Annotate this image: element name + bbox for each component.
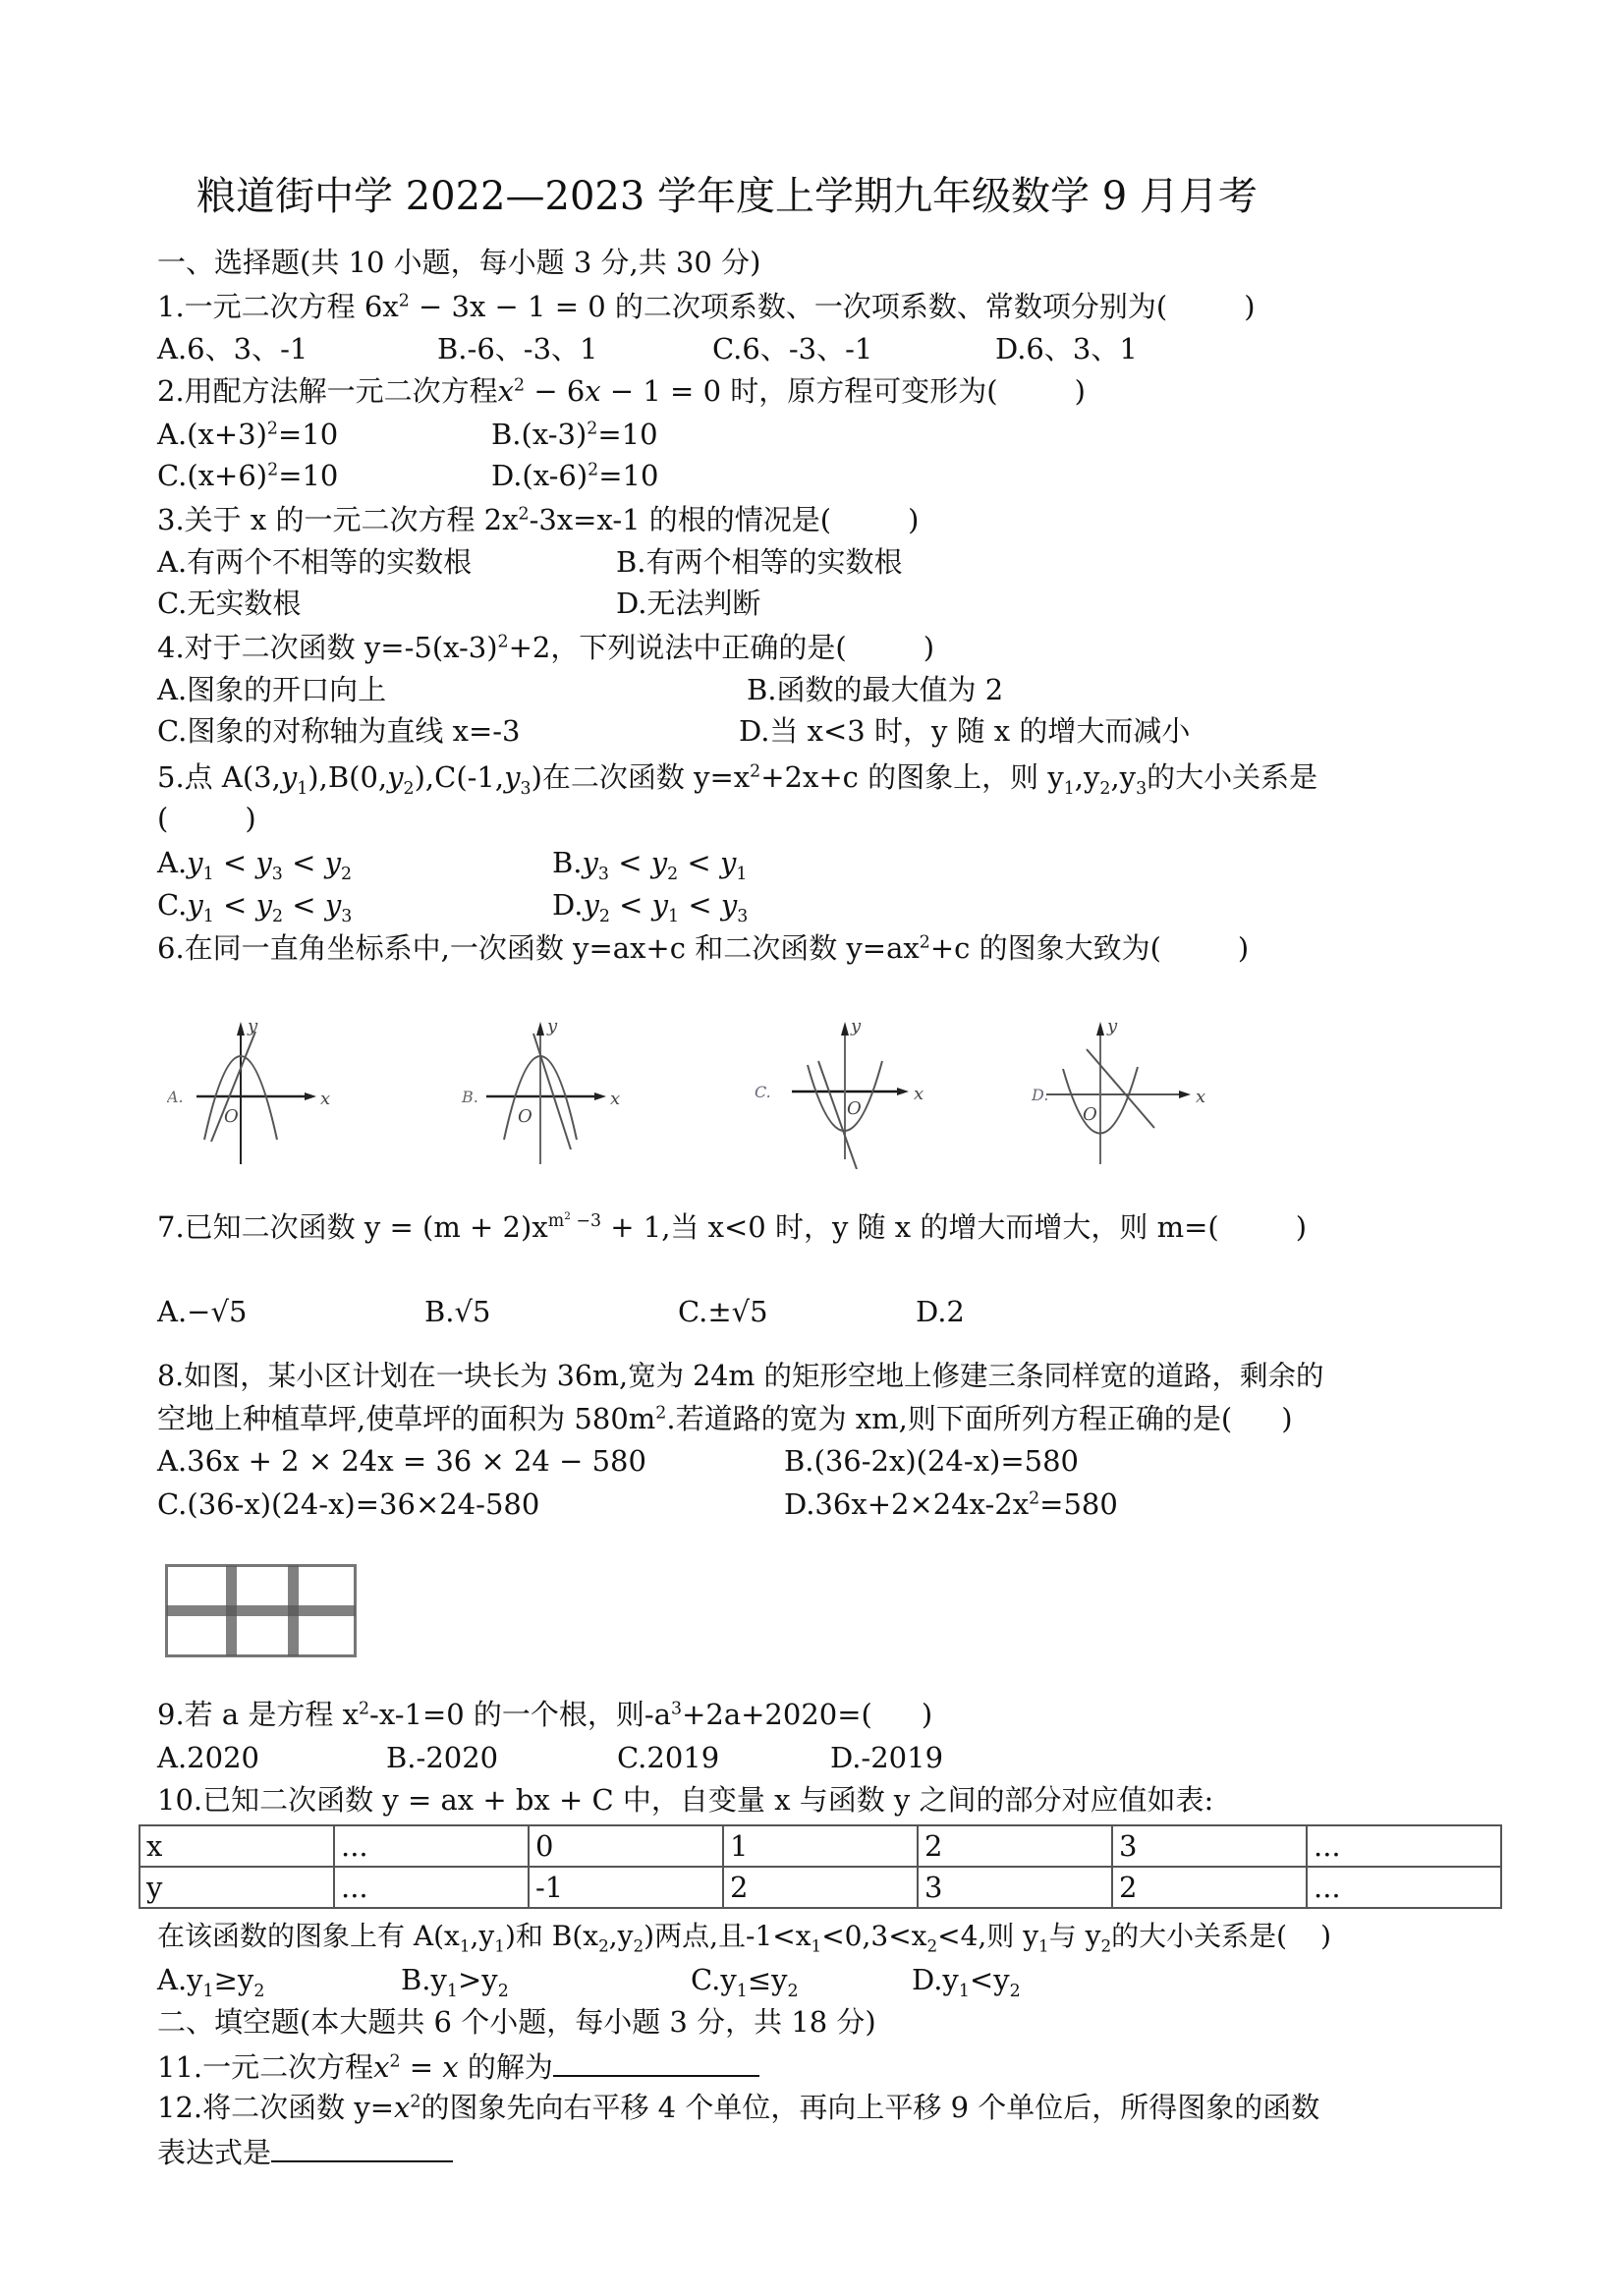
q5-func-rest: +2x+c 的图象上，则 y <box>760 760 1064 794</box>
q7-exp-2: 2 <box>564 1210 571 1223</box>
q2-var2: x <box>585 374 601 408</box>
q12-stem: 12.将二次函数 y= <box>157 2091 395 2124</box>
q5-y2: ,y <box>1074 760 1100 794</box>
q3-option-a[interactable]: A.有两个不相等的实数根 <box>157 545 473 579</box>
q5-option-a[interactable] <box>157 845 353 884</box>
q5-var-y1: y <box>280 760 298 794</box>
q11-answer-blank[interactable] <box>553 2047 759 2077</box>
graph-c-y-arrow <box>841 1022 849 1036</box>
graph-c-x-label: x <box>914 1084 924 1104</box>
q2-option-c[interactable] <box>157 458 338 493</box>
q5-func: )在二次函数 y=x <box>531 760 751 794</box>
q7-stem: 7.已知二次函数 y = (m + 2)x <box>157 1210 548 1244</box>
q2-stem-mid: − 6 <box>525 374 586 408</box>
q10-c-text: C.y <box>691 1963 737 1996</box>
q8-b-text: B.(36-2x)(24-x)=580 <box>784 1444 1079 1478</box>
q6-close-paren: ) <box>1237 931 1250 965</box>
q2-option-b[interactable] <box>491 417 658 452</box>
q11-var2: x <box>442 2050 459 2084</box>
q10-a-text: A.y <box>157 1963 203 1996</box>
graph-b-label: B. <box>462 1088 478 1106</box>
q10-option-b[interactable] <box>401 1962 509 2001</box>
q8-option-c[interactable] <box>157 1486 539 1522</box>
q10-a-op: ≥y <box>213 1963 254 1996</box>
table-cell: 3 <box>1112 1825 1307 1867</box>
q12-stem-rest: 的图象先向右平移 4 个单位，再向上平移 9 个单位后，所得图象的函数 <box>420 2091 1320 2124</box>
q10-c-sub2: 2 <box>787 1981 799 2001</box>
q7-stem-rest: + 1,当 x<0 时，y 随 x 的增大而增大，则 m=( <box>601 1210 1219 1244</box>
q5-option-less-than: < <box>679 888 721 922</box>
q5-option-label: B. <box>552 846 583 879</box>
q10-text-e: )两点,且-1<x <box>644 1920 812 1952</box>
q10-a-sub2: 2 <box>253 1981 265 2001</box>
q9-close-paren: ) <box>921 1698 933 1731</box>
q5-option-less-than: < <box>678 846 720 879</box>
q12-exp: 2 <box>410 2092 421 2112</box>
graph-b-y-label: y <box>547 1016 558 1036</box>
q10-sub: 2 <box>1100 1935 1112 1956</box>
q5-option-var: y <box>720 888 738 922</box>
q10-sub: 1 <box>1038 1935 1049 1956</box>
q5-point-c: ),C(-1, <box>414 760 505 794</box>
graph-c-label: C. <box>755 1083 771 1101</box>
q2-a-exp: 2 <box>266 419 278 439</box>
graph-d-x-arrow <box>1179 1091 1191 1098</box>
q5-option-sub: 2 <box>598 906 610 926</box>
q5-option-label: C. <box>157 888 188 922</box>
q10-sub: 2 <box>633 1935 644 1956</box>
q6-stem: 6.在同一直角坐标系中,一次函数 y=ax+c 和二次函数 y=ax <box>157 931 920 965</box>
q10-text-d: ,y <box>608 1920 634 1952</box>
section-heading-fill-blank: 二、填空题(本大题共 6 个小题，每小题 3 分，共 18 分) <box>157 2005 876 2039</box>
q10-c-sub1: 1 <box>736 1981 748 2001</box>
q10-option-a[interactable] <box>157 1962 265 2001</box>
q7-close-paren: ) <box>1295 1210 1308 1244</box>
q6-graph-d[interactable] <box>1032 1012 1258 1169</box>
question-5 <box>157 759 1318 799</box>
question-4 <box>157 630 934 665</box>
q5-option-sub: 1 <box>736 864 748 884</box>
q5-option-less-than: < <box>609 846 651 879</box>
table-cell: ... <box>1307 1867 1501 1908</box>
graph-a-origin: O <box>224 1106 239 1127</box>
q6-graph-c[interactable] <box>745 1012 971 1169</box>
q5-option-label: A. <box>157 846 188 879</box>
q9-stem: 9.若 a 是方程 x <box>157 1698 359 1731</box>
q8-option-d[interactable] <box>784 1486 1118 1522</box>
q5-sub1: 1 <box>297 778 308 799</box>
q5-option-sub: 2 <box>271 906 284 926</box>
q5-option-less-than: < <box>213 888 256 922</box>
q5-option-less-than: < <box>283 888 325 922</box>
q10-d-op: <y <box>969 1963 1010 1996</box>
question-9 <box>157 1697 932 1732</box>
q10-a-sub1: 1 <box>202 1981 214 2001</box>
q10-condition <box>157 1919 1331 1954</box>
table-cell: ... <box>334 1867 529 1908</box>
q8-stem-rest: .若道路的宽为 xm,则下面所列方程正确的是( <box>666 1402 1233 1435</box>
graph-c-y-label: y <box>851 1016 862 1036</box>
q2-c-exp: 2 <box>267 460 279 480</box>
graph-d-label: D. <box>1032 1086 1049 1104</box>
q10-sub: 1 <box>459 1935 471 1956</box>
q1-option-b[interactable]: B.-6、-3、1 <box>437 332 598 365</box>
q10-option-c[interactable] <box>691 1962 799 2001</box>
q11-var: x <box>373 2050 390 2084</box>
q5-sub3: 3 <box>520 778 532 799</box>
q8-stem: 空地上种植草坪,使草坪的面积为 580m <box>157 1402 656 1435</box>
q6-graph-a[interactable] <box>167 1012 393 1169</box>
q5-option-var: y <box>582 846 598 879</box>
q5-option-var: y <box>324 846 341 879</box>
q5-stem-end: 的大小关系是 <box>1147 760 1318 794</box>
q10-c-op: ≤y <box>747 1963 788 1996</box>
q10-d-sub2: 2 <box>1009 1981 1021 2001</box>
q5-option-b[interactable] <box>552 845 748 884</box>
q5-open-paren: ( <box>157 802 169 835</box>
q8-road-figure <box>165 1564 357 1652</box>
q5-close-paren: ) <box>245 802 256 835</box>
q5-option-sub: 3 <box>597 864 609 884</box>
q5-answer-paren <box>157 801 256 836</box>
q2-c-text: C.(x+6) <box>157 459 268 492</box>
q2-d-exp: 2 <box>588 460 599 480</box>
graph-b-x-arrow <box>594 1092 606 1100</box>
question-8-line2 <box>157 1401 1293 1436</box>
q5-option-c[interactable] <box>157 887 353 926</box>
q10-b-text: B.y <box>401 1963 447 1996</box>
q2-b-tail: =10 <box>597 418 658 451</box>
q10-close-paren: ) <box>1320 1920 1332 1952</box>
q4-stem: 4.对于二次函数 y=-5(x-3) <box>157 631 498 664</box>
q5-option-sub: 1 <box>202 906 214 926</box>
q8-c-text: C.(36-x)(24-x)=36×24-580 <box>157 1487 540 1521</box>
question-12-line2 <box>157 2133 453 2170</box>
graph-a-y-label: y <box>248 1016 258 1036</box>
q9-stem-mid: -x-1=0 的一个根，则-a <box>369 1698 671 1731</box>
graph-a-x-label: x <box>320 1089 331 1109</box>
q5-point-b: ),B(0, <box>308 760 388 794</box>
q5-option-var: y <box>187 888 203 922</box>
q2-d-text: D.(x-6) <box>491 459 588 492</box>
q10-text-f: <0,3<x <box>821 1920 927 1952</box>
graph-a-svg <box>167 1012 393 1169</box>
q9-exp3: 3 <box>671 1699 683 1719</box>
q5-option-var: y <box>255 888 272 922</box>
q8-close-paren: ) <box>1281 1402 1293 1435</box>
q2-option-a[interactable] <box>157 417 338 452</box>
q10-option-d[interactable] <box>912 1962 1021 2001</box>
q5-sub-f3: 3 <box>1136 778 1147 799</box>
q4-option-b[interactable]: B.函数的最大值为 2 <box>747 673 1004 706</box>
graph-d-svg <box>1032 1012 1258 1169</box>
q5-option-less-than: < <box>213 846 256 879</box>
q11-stem-rest: 的解为 <box>458 2050 553 2084</box>
q5-option-var: y <box>255 846 272 879</box>
q7-option-b[interactable]: B.√5 <box>424 1295 491 1328</box>
graph-d-origin: O <box>1083 1104 1097 1125</box>
road-diagram <box>165 1564 357 1657</box>
table-cell: 2 <box>723 1867 918 1908</box>
graph-b-x-label: x <box>610 1089 621 1109</box>
q11-stem: 11.一元二次方程 <box>157 2050 374 2084</box>
exam-title: 粮道街中学 2022—2023 学年度上学期九年级数学 9 月月考 <box>196 174 1258 219</box>
q5-sub2: 2 <box>403 778 415 799</box>
q3-option-d[interactable]: D.无法判断 <box>616 587 761 620</box>
question-12 <box>157 2090 1319 2125</box>
q7-exp-rest: −3 <box>570 1211 602 1232</box>
q2-exp: 2 <box>514 375 526 396</box>
q10-text-g: <4,则 y <box>937 1920 1039 1952</box>
q2-d-tail: =10 <box>598 459 659 492</box>
q1-option-c[interactable]: C.6、-3、-1 <box>712 332 873 365</box>
graph-a-label: A. <box>167 1088 184 1106</box>
q3-close-paren: ) <box>908 503 920 536</box>
q6-graph-b[interactable] <box>457 1012 683 1169</box>
q10-text-i: 的大小关系是( <box>1111 1920 1288 1952</box>
q5-var-y3: y <box>504 760 521 794</box>
q10-text-c: )和 B(x <box>504 1920 599 1952</box>
q9-option-d[interactable]: D.-2019 <box>830 1741 944 1774</box>
q9-stem-rest: +2a+2020=( <box>682 1698 872 1731</box>
q5-option-var: y <box>324 888 342 922</box>
table-cell: 3 <box>918 1867 1112 1908</box>
q11-eq: = <box>400 2050 443 2084</box>
vertical-road-1 <box>226 1566 237 1656</box>
question-1 <box>157 289 1256 324</box>
q10-b-sub2: 2 <box>497 1981 509 2001</box>
q1-option-d[interactable]: D.6、3、1 <box>995 332 1138 365</box>
table-row-x <box>140 1825 1501 1867</box>
q3-exp: 2 <box>518 504 530 525</box>
q6-stem-rest: +c 的图象大致为( <box>929 931 1161 965</box>
q8-option-b[interactable] <box>784 1443 1079 1479</box>
table-cell: 2 <box>918 1825 1112 1867</box>
q1-option-a[interactable]: A.6、3、-1 <box>157 332 308 365</box>
graph-a-y-arrow <box>237 1022 245 1036</box>
graph-b-y-arrow <box>536 1022 544 1036</box>
question-7 <box>157 1209 1307 1245</box>
question-3 <box>157 502 919 537</box>
question-2 <box>157 373 1086 409</box>
graph-d-y-arrow <box>1096 1022 1104 1036</box>
horizontal-road <box>167 1605 356 1616</box>
table-row-y <box>140 1867 1501 1908</box>
q8-option-a[interactable] <box>157 1443 646 1479</box>
question-6 <box>157 930 1249 966</box>
q4-option-a[interactable]: A.图象的开口向上 <box>157 673 387 706</box>
q5-option-sub: 3 <box>341 906 353 926</box>
section-heading-choice: 一、选择题(共 10 小题，每小题 3 分,共 30 分) <box>157 246 761 279</box>
q2-stem-rest: − 1 = 0 时，原方程可变形为( <box>600 374 998 408</box>
q2-close-paren: ) <box>1074 374 1086 408</box>
graph-c-origin: O <box>847 1098 862 1119</box>
q5-option-var: y <box>719 846 737 879</box>
q5-y3: ,y <box>1110 760 1137 794</box>
q5-stem: 5.点 A(3, <box>157 760 281 794</box>
q5-sub-f1: 1 <box>1063 778 1075 799</box>
q5-option-sub: 2 <box>667 864 679 884</box>
table-cell: 1 <box>723 1825 918 1867</box>
q10-sub: 2 <box>926 1935 938 1956</box>
q10-sub: 2 <box>598 1935 609 1956</box>
q12-answer-blank[interactable] <box>271 2133 453 2162</box>
q1-close-paren: ) <box>1244 290 1256 323</box>
table-cell: 2 <box>1112 1867 1307 1908</box>
q10-sub: 1 <box>494 1935 505 1956</box>
q8-d-text: D.36x+2×24x-2x <box>784 1487 1030 1521</box>
q5-option-sub: 3 <box>271 864 283 884</box>
q2-b-text: B.(x-3) <box>491 418 588 451</box>
q5-option-var: y <box>651 888 669 922</box>
q6-exp: 2 <box>919 932 930 953</box>
question-10: 10.已知二次函数 y = ax + bx + C 中，自变量 x 与函数 y 之间的部分对应值如表: <box>157 1783 1214 1817</box>
graph-c-x-arrow <box>897 1088 909 1095</box>
question-8-line1: 8.如图，某小区计划在一块长为 36m,宽为 24m 的矩形空地上修建三条同样宽的道路，剩余的 <box>157 1360 1324 1392</box>
q9-exp: 2 <box>358 1699 370 1719</box>
q7-exp-m: m <box>547 1211 565 1232</box>
q11-exp: 2 <box>389 2051 401 2072</box>
q4-stem-rest: +2，下列说法中正确的是( <box>508 631 847 664</box>
q3-option-c[interactable]: C.无实数根 <box>157 587 302 620</box>
graph-d-y-label: y <box>1107 1016 1118 1036</box>
q10-text-b: ,y <box>470 1920 495 1952</box>
q5-option-var: y <box>583 888 599 922</box>
q5-option-sub: 3 <box>737 906 749 926</box>
q1-stem-rest: − 3x − 1 = 0 的二次项系数、一次项系数、常数项分别为( <box>409 290 1168 323</box>
q4-close-paren: ) <box>923 631 935 664</box>
table-cell: ... <box>334 1825 529 1867</box>
q2-c-tail: =10 <box>278 459 339 492</box>
q2-option-d[interactable] <box>491 458 658 493</box>
q4-exp: 2 <box>497 632 509 652</box>
q7-option-a[interactable]: A.−√5 <box>157 1295 248 1328</box>
table-cell: 0 <box>529 1825 723 1867</box>
q5-option-sub: 1 <box>202 864 214 884</box>
q10-b-sub1: 1 <box>446 1981 458 2001</box>
q5-exp: 2 <box>750 761 761 782</box>
q12-var: x <box>394 2091 411 2124</box>
graph-b-svg <box>457 1012 683 1169</box>
q2-var: x <box>497 374 515 408</box>
q2-b-exp: 2 <box>587 419 598 439</box>
q10-d-sub1: 1 <box>958 1981 970 2001</box>
q5-sub-f2: 2 <box>1099 778 1111 799</box>
q5-var-y2: y <box>387 760 404 794</box>
graph-b-origin: O <box>518 1106 532 1127</box>
graph-b-line <box>533 1034 571 1149</box>
q5-option-less-than: < <box>609 888 652 922</box>
graph-a-x-arrow <box>305 1092 316 1100</box>
q9-option-a[interactable]: A.2020 <box>157 1741 259 1774</box>
q5-option-label: D. <box>552 888 584 922</box>
q9-option-b[interactable]: B.-2020 <box>386 1741 499 1774</box>
q8-d-exp: 2 <box>1029 1488 1040 1509</box>
q2-a-tail: =10 <box>277 418 339 451</box>
q2-a-text: A.(x+3) <box>157 418 267 451</box>
q1-stem: 1.一元二次方程 6x <box>157 290 399 323</box>
q7-option-c[interactable]: C.±√5 <box>678 1295 768 1328</box>
q4-option-d[interactable]: D.当 x<3 时，y 随 x 的增大而减小 <box>739 714 1191 748</box>
q4-option-c[interactable]: C.图象的对称轴为直线 x=-3 <box>157 714 521 748</box>
graph-c-svg <box>745 1012 971 1169</box>
q1-exp: 2 <box>398 291 410 311</box>
q3-option-b[interactable]: B.有两个相等的实数根 <box>616 545 903 579</box>
q5-option-d[interactable] <box>552 887 749 926</box>
table-cell: y <box>140 1867 334 1908</box>
graph-d-x-label: x <box>1196 1087 1206 1107</box>
q8-a-text: A.36x + 2 × 24x = 36 × 24 − 580 <box>157 1444 646 1478</box>
q5-option-sub: 2 <box>341 864 353 884</box>
table-cell: ... <box>1307 1825 1501 1867</box>
q2-stem: 2.用配方法解一元二次方程 <box>157 374 498 408</box>
q10-sub: 1 <box>811 1935 822 1956</box>
q12-line2-text: 表达式是 <box>157 2136 272 2169</box>
q9-option-c[interactable]: C.2019 <box>617 1741 720 1774</box>
q10-value-table <box>139 1824 1502 1909</box>
q8-exp: 2 <box>655 1403 667 1424</box>
table-cell: x <box>140 1825 334 1867</box>
q3-stem: 3.关于 x 的一元二次方程 2x <box>157 503 519 536</box>
q5-option-var: y <box>650 846 668 879</box>
question-11 <box>157 2047 759 2085</box>
q10-text-a: 在该函数的图象上有 A(x <box>157 1920 460 1952</box>
q5-option-var: y <box>187 846 203 879</box>
q10-d-text: D.y <box>912 1963 959 1996</box>
table-cell: -1 <box>529 1867 723 1908</box>
q10-b-op: >y <box>458 1963 498 1996</box>
q5-option-less-than: < <box>282 846 325 879</box>
q3-stem-rest: -3x=x-1 的根的情况是( <box>529 503 832 536</box>
vertical-road-2 <box>288 1566 299 1656</box>
q5-option-sub: 1 <box>668 906 680 926</box>
q8-d-tail: =580 <box>1039 1487 1118 1521</box>
q7-option-d[interactable]: D.2 <box>916 1295 965 1328</box>
q10-text-h: 与 y <box>1048 1920 1101 1952</box>
